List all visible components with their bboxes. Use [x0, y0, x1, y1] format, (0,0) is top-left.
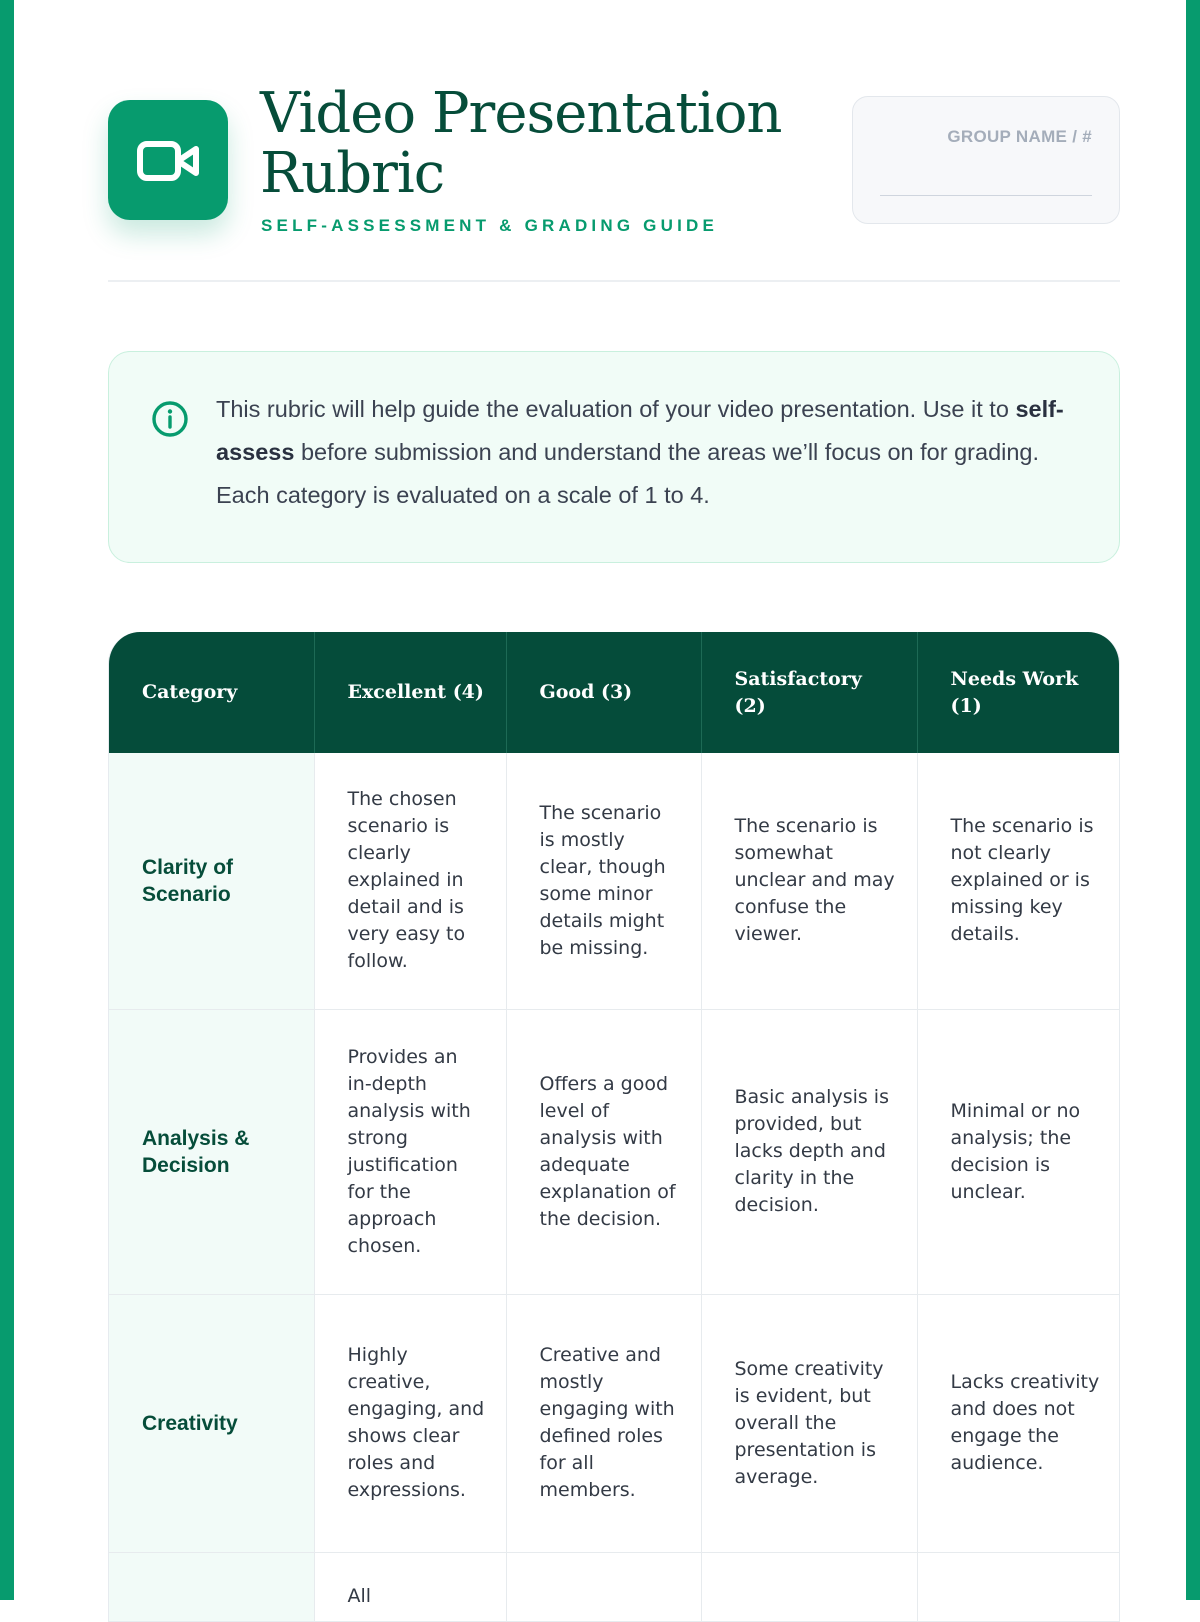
logo-badge — [108, 100, 228, 220]
info-text-start: This rubric will help guide the evaluation of your video presentation. Use it to — [216, 396, 1016, 422]
table-cell: Offers a good level of analysis with adequate explanation of the decision. — [506, 1009, 701, 1294]
info-text-end: before submission and understand the areas we’ll focus on for grading. Each category is evaluated on a scale of 1 to 4. — [216, 439, 1040, 508]
group-name-field[interactable] — [852, 96, 1120, 224]
row-category: Analysis & Decision — [109, 1009, 314, 1294]
row-category: Clarity of Scenario — [109, 753, 314, 1009]
rubric-table — [109, 632, 1120, 1622]
info-circle-icon — [151, 400, 189, 438]
table-cell — [917, 1552, 1120, 1622]
video-camera-icon — [136, 128, 200, 192]
table-row — [109, 1009, 1120, 1294]
rubric-table-wrapper — [108, 632, 1120, 1622]
table-cell: Creative and mostly engaging with defined roles for all members. — [506, 1294, 701, 1552]
page-subtitle: SELF-ASSESSMENT & GRADING GUIDE — [261, 216, 719, 235]
table-cell: Lacks creativity and does not engage the audience. — [917, 1294, 1120, 1552]
row-category — [109, 1552, 314, 1622]
header — [108, 81, 1120, 254]
table-cell — [506, 1552, 701, 1622]
info-text — [216, 388, 1086, 517]
table-row — [109, 1552, 1120, 1622]
table-cell: The chosen scenario is clearly explained in detail and is very easy to follow. — [314, 753, 506, 1009]
table-cell: All — [314, 1552, 506, 1622]
page-title: Video Presentation Rubric — [260, 81, 782, 206]
info-text-bold: self-assess — [216, 396, 1064, 465]
table-cell: Provides an in-depth analysis with strong justification for the approach chosen. — [314, 1009, 506, 1294]
header-divider — [108, 280, 1120, 282]
row-category: Creativity — [109, 1294, 314, 1552]
header-needs-work: Needs Work (1) — [917, 632, 1120, 753]
table-cell: The scenario is somewhat unclear and may confuse the viewer. — [701, 753, 917, 1009]
table-cell: Basic analysis is provided, but lacks depth and clarity in the decision. — [701, 1009, 917, 1294]
table-cell: Minimal or no analysis; the decision is unclear. — [917, 1009, 1120, 1294]
header-excellent: Excellent (4) — [314, 632, 506, 753]
header-good: Good (3) — [506, 632, 701, 753]
table-row — [109, 1294, 1120, 1552]
header-satisfactory: Satisfactory (2) — [701, 632, 917, 753]
table-cell: The scenario is mostly clear, though some minor details might be missing. — [506, 753, 701, 1009]
table-cell: Some creativity is evident, but overall the presentation is average. — [701, 1294, 917, 1552]
table-row — [109, 753, 1120, 1009]
table-header-row — [109, 632, 1120, 753]
table-cell: The scenario is not clearly explained or is missing key details. — [917, 753, 1120, 1009]
group-name-label: GROUP NAME / # — [947, 127, 1092, 146]
group-name-input-line[interactable] — [880, 195, 1092, 196]
table-cell: Highly creative, engaging, and shows clear roles and expressions. — [314, 1294, 506, 1552]
table-cell — [701, 1552, 917, 1622]
info-callout — [108, 351, 1120, 563]
header-category: Category — [109, 632, 314, 753]
